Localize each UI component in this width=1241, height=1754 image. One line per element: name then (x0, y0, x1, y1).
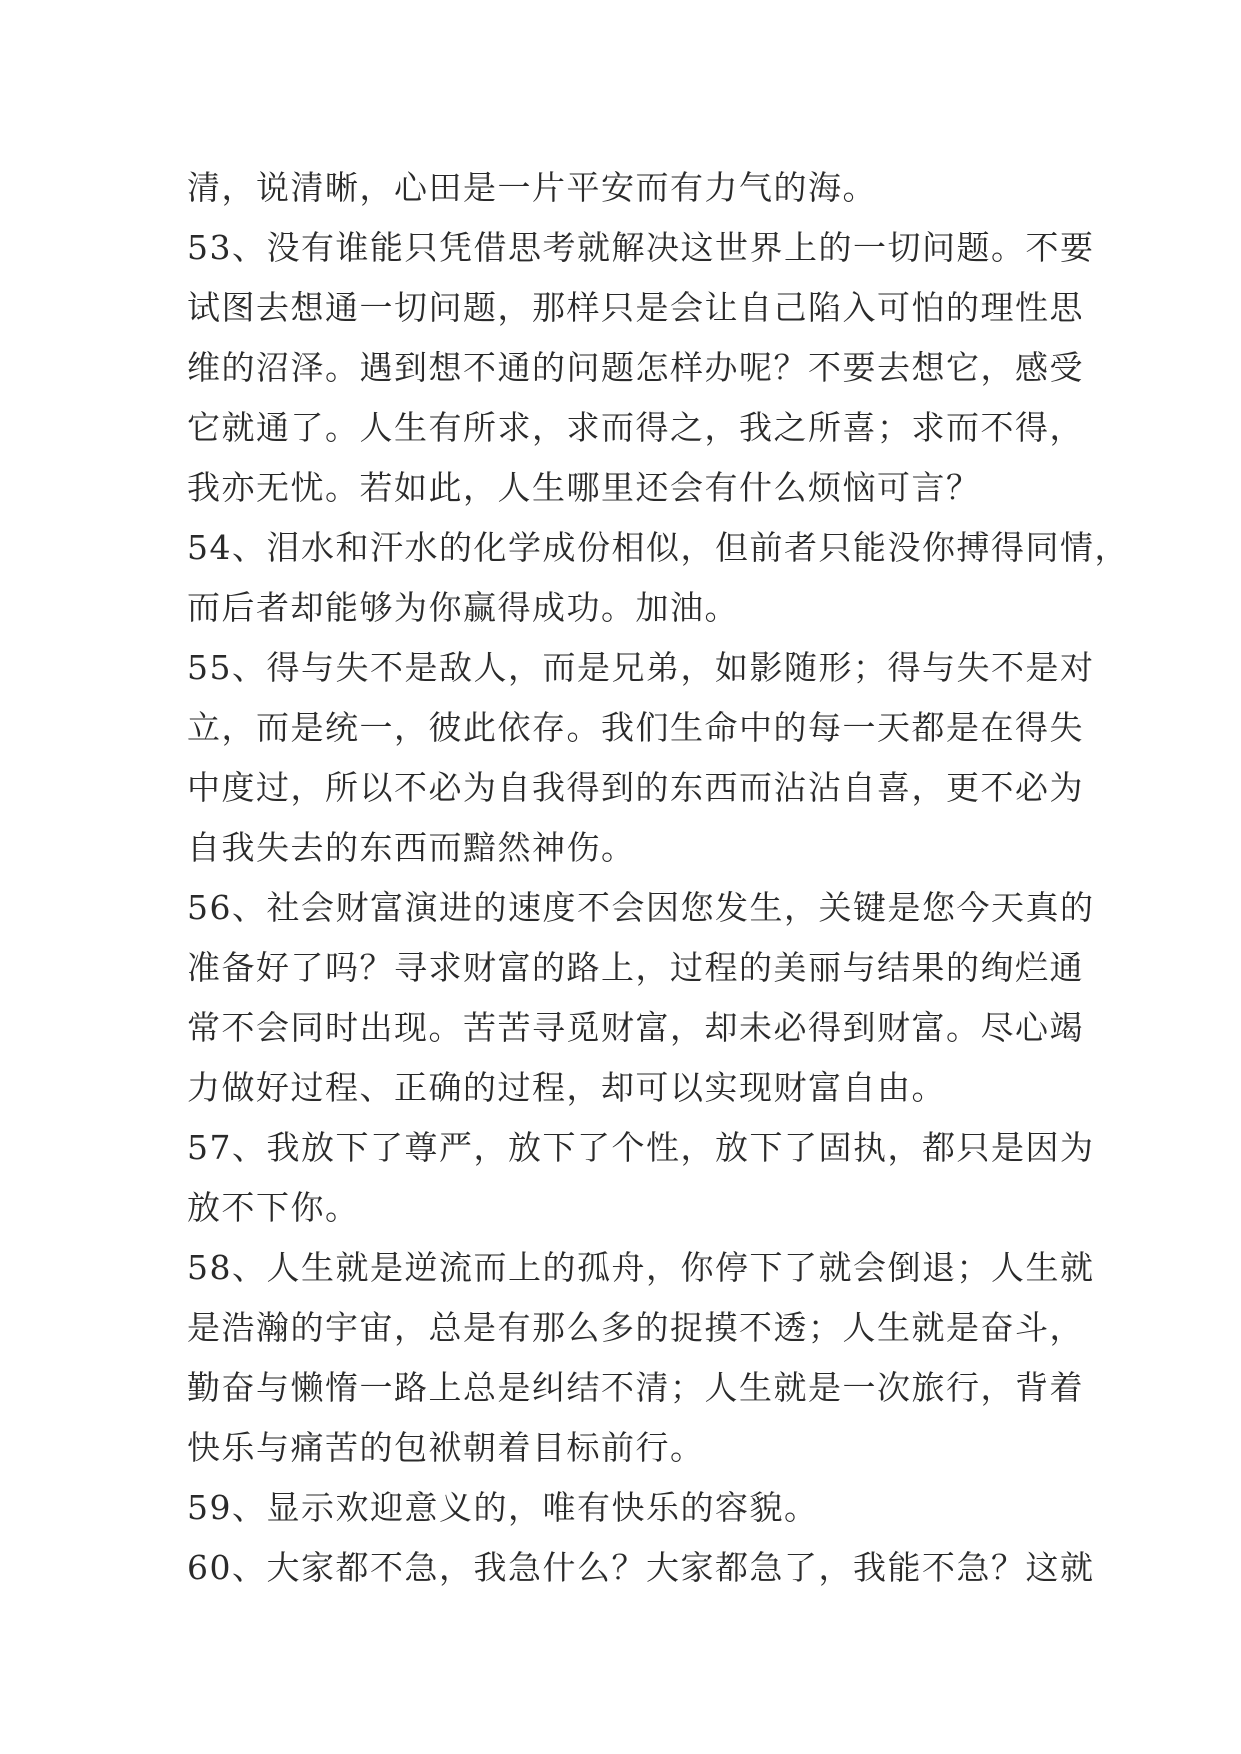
text-line: 而后者却能够为你赢得成功。加油。 (187, 588, 739, 627)
text-line: 57、我放下了尊严，放下了个性，放下了固执，都只是因为 (187, 1128, 1095, 1167)
text-line: 清，说清晰，心田是一片平安而有力气的海。 (187, 168, 877, 207)
text-line: 54、泪水和汗水的化学成份相似，但前者只能没你搏得同情， (187, 528, 1129, 567)
text-line: 56、社会财富演进的速度不会因您发生，关键是您今天真的 (187, 888, 1095, 927)
text-line: 快乐与痛苦的包袱朝着目标前行。 (187, 1428, 705, 1467)
text-line: 58、人生就是逆流而上的孤舟，你停下了就会倒退；人生就 (187, 1248, 1095, 1287)
text-line: 中度过，所以不必为自我得到的东西而沾沾自喜，更不必为 (187, 768, 1084, 807)
text-line: 维的沼泽。遇到想不通的问题怎样办呢？不要去想它，感受 (187, 348, 1084, 387)
text-line: 力做好过程、正确的过程，却可以实现财富自由。 (187, 1068, 946, 1107)
text-line: 是浩瀚的宇宙，总是有那么多的捉摸不透；人生就是奋斗， (187, 1308, 1084, 1347)
text-line: 我亦无忧。若如此，人生哪里还会有什么烦恼可言？ (187, 468, 981, 507)
text-line: 常不会同时出现。苦苦寻觅财富，却未必得到财富。尽心竭 (187, 1008, 1084, 1047)
body-text (187, 158, 1129, 1598)
text-line: 55、得与失不是敌人，而是兄弟，如影随形；得与失不是对 (187, 648, 1095, 687)
text-line: 它就通了。人生有所求，求而得之，我之所喜；求而不得， (187, 408, 1084, 447)
text-line: 放不下你。 (187, 1188, 360, 1227)
text-line: 59、显示欢迎意义的，唯有快乐的容貌。 (187, 1488, 819, 1527)
text-line: 准备好了吗？寻求财富的路上，过程的美丽与结果的绚烂通 (187, 948, 1084, 987)
text-line: 53、没有谁能只凭借思考就解决这世界上的一切问题。不要 (187, 228, 1095, 267)
text-line: 试图去想通一切问题，那样只是会让自己陷入可怕的理性思 (187, 288, 1084, 327)
text-line: 60、大家都不急，我急什么？大家都急了，我能不急？这就 (187, 1548, 1095, 1587)
text-line: 自我失去的东西而黯然神伤。 (187, 828, 636, 867)
text-line: 立，而是统一，彼此依存。我们生命中的每一天都是在得失 (187, 708, 1084, 747)
text-line: 勤奋与懒惰一路上总是纠结不清；人生就是一次旅行，背着 (187, 1368, 1084, 1407)
